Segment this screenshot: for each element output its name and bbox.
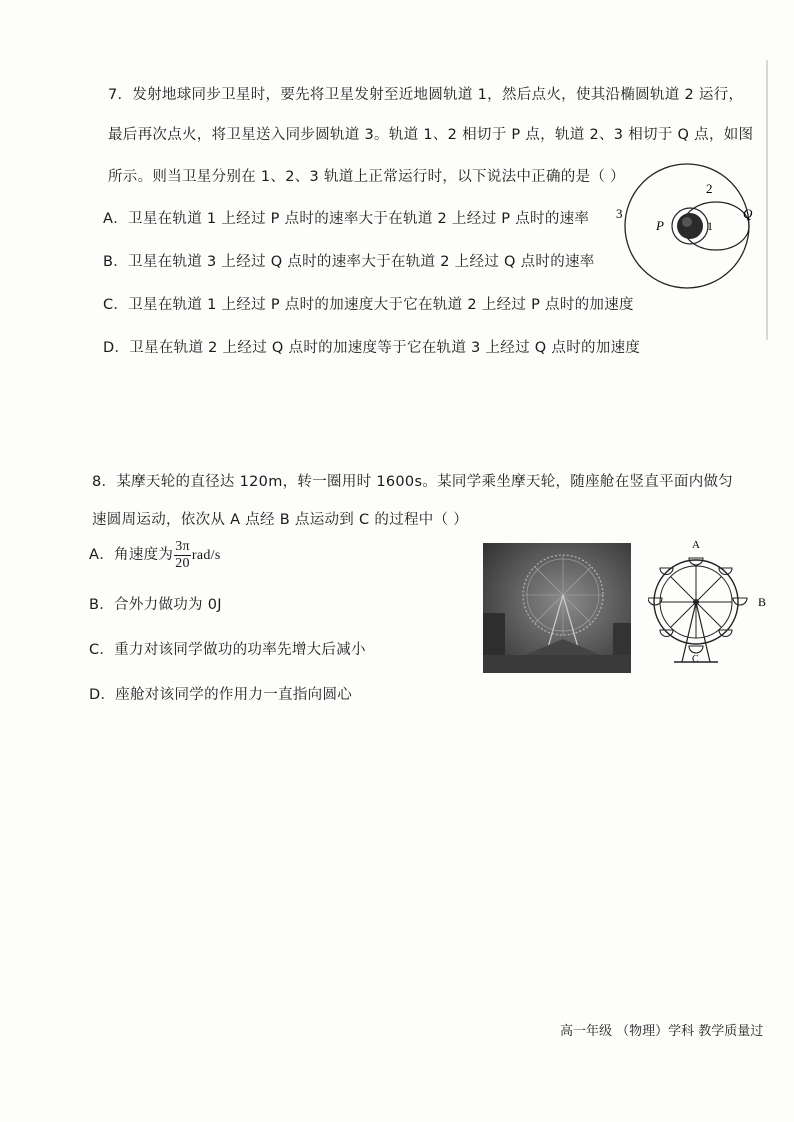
q7-option-b: B．卫星在轨道 3 上经过 Q 点时的速率大于在轨道 2 上经过 Q 点时的速率 bbox=[103, 254, 595, 270]
label-1: 1 bbox=[707, 219, 713, 233]
label-b: B bbox=[758, 595, 767, 609]
label-p: P bbox=[656, 218, 664, 233]
q8-option-c: C．重力对该同学做功的功率先增大后减小 bbox=[89, 642, 366, 658]
q7-stem-line-3: 所示。则当卫星分别在 1、2、3 轨道上正常运行时，以下说法中正确的是（ ） bbox=[108, 169, 625, 185]
q8-option-d: D．座舱对该同学的作用力一直指向圆心 bbox=[89, 687, 353, 703]
ferris-wheel-diagram bbox=[648, 536, 773, 674]
label-2: 2 bbox=[706, 181, 713, 196]
page-footer: 高一年级 （物理）学科 教学质量过 bbox=[560, 1024, 764, 1039]
label-a: A bbox=[692, 539, 700, 551]
q8-option-b: B．合外力做功为 0J bbox=[89, 597, 222, 613]
q8-stem-line-1: 8．某摩天轮的直径达 120m，转一圈用时 1600s。某同学乘坐摩天轮，随座舱在竖直平面内做匀 bbox=[92, 474, 734, 490]
q7-option-d: D．卫星在轨道 2 上经过 Q 点时的加速度等于它在轨道 3 上经过 Q 点时的加速度 bbox=[103, 340, 641, 356]
q7-option-a: A．卫星在轨道 1 上经过 P 点时的速率大于在轨道 2 上经过 P 点时的速率 bbox=[103, 211, 590, 227]
q7-option-c: C．卫星在轨道 1 上经过 P 点时的加速度大于它在轨道 2 上经过 P 点时的加速度 bbox=[103, 297, 634, 313]
q7-stem-line-1: 7．发射地球同步卫星时，要先将卫星发射至近地圆轨道 1，然后点火，使其沿椭圆轨道 2 运行， bbox=[108, 87, 744, 103]
label-q: Q bbox=[743, 206, 753, 221]
ferris-wheel-photo bbox=[483, 543, 631, 673]
label-3: 3 bbox=[616, 206, 623, 221]
orbit-diagram bbox=[610, 160, 765, 290]
cabin-c bbox=[689, 646, 703, 653]
angular-speed-fraction: $\frac{3\pi}{20}$ bbox=[175, 538, 190, 571]
q7-stem-line-2: 最后再次点火，将卫星送入同步圆轨道 3。轨道 1、2 相切于 P 点，轨道 2、3 相切于 Q 点，如图 bbox=[108, 127, 754, 143]
scan-edge-shadow bbox=[766, 60, 768, 340]
cabin-a bbox=[689, 558, 703, 565]
label-c: C bbox=[692, 654, 699, 665]
q8-stem-line-2: 速圆周运动，依次从 A 点经 B 点运动到 C 的过程中（ ） bbox=[92, 512, 469, 528]
q8-option-a: A．角速度为 $\frac{3\pi}{20}$ rad/s bbox=[89, 538, 221, 571]
cabin-b bbox=[733, 598, 747, 605]
